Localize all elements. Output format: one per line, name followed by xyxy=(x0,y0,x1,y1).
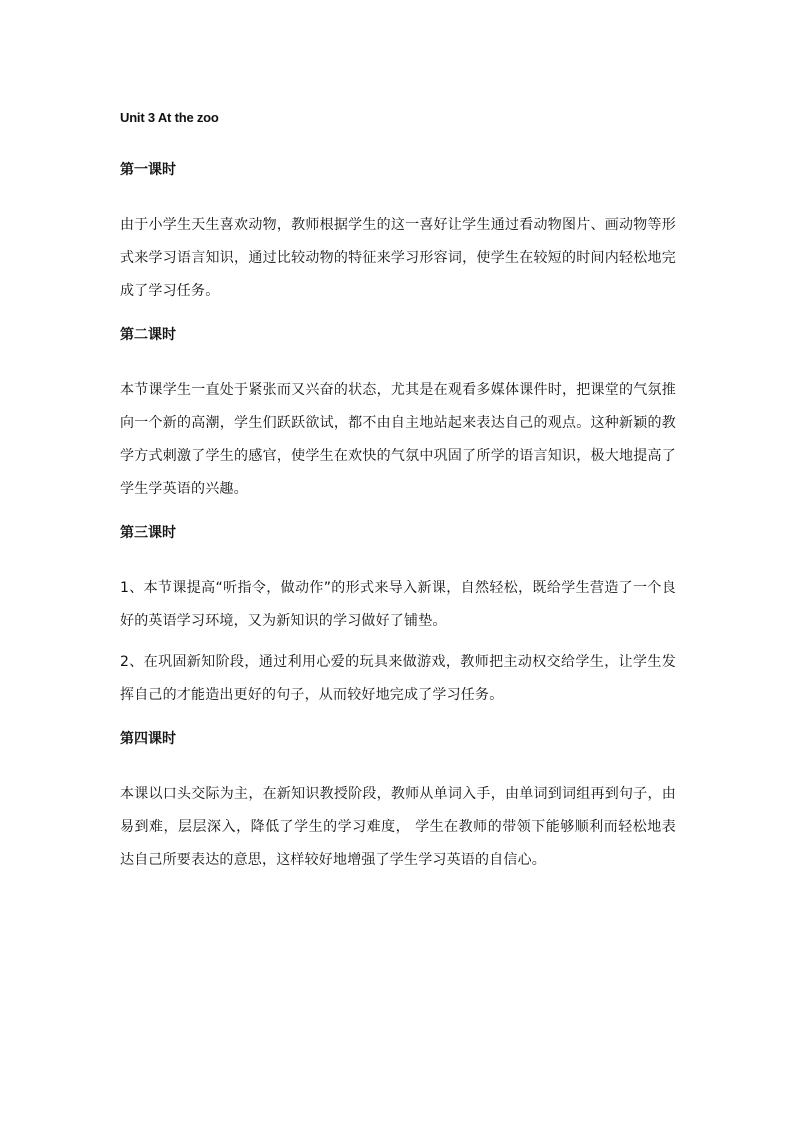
section-lesson-4 xyxy=(120,729,676,877)
section-lesson-3 xyxy=(120,523,676,712)
document-title: Unit 3 At the zoo xyxy=(120,110,219,125)
section-lesson-1 xyxy=(120,160,676,308)
section-paragraph: 本节课学生一直处于紧张而又兴奋的状态，尤其是在观看多媒体课件时，把课堂的气氛推向一个新的高潮，学生们跃跃欲试，都不由自主地站起来表达自己的观点。这种新颖的教学方式刺激了学生的感官，使学生在欢快的气氛中巩固了所学的语言知识，极大地提高了学生学英语的兴趣。 xyxy=(120,382,676,497)
document-page xyxy=(120,108,676,894)
section-heading: 第二课时 xyxy=(120,327,176,343)
list-item-paragraph: 1、本节课提高“听指令，做动作”的形式来导入新课，自然轻松，既给学生营造了一个良好的英语学习环境，又为新知识的学习做好了铺垫。 xyxy=(120,580,676,629)
section-paragraph: 由于小学生天生喜欢动物，教师根据学生的这一喜好让学生通过看动物图片、画动物等形式来学习语言知识，通过比较动物的特征来学习形容词，使学生在较短的时间内轻松地完成了学习任务。 xyxy=(120,217,676,299)
section-heading: 第四课时 xyxy=(120,731,176,747)
section-lesson-2 xyxy=(120,325,676,506)
section-paragraph: 本课以口头交际为主，在新知识教授阶段，教师从单词入手，由单词到词组再到句子，由易到难，层层深入，降低了学生的学习难度， 学生在教师的带领下能够顺利而轻松地表达自己所要表达的意思，这样较好地增强了学生学习英语的自信心。 xyxy=(120,786,676,868)
section-heading: 第三课时 xyxy=(120,525,176,541)
list-item-paragraph: 2、在巩固新知阶段，通过利用心爱的玩具来做游戏，教师把主动权交给学生，让学生发挥自己的才能造出更好的句子，从而较好地完成了学习任务。 xyxy=(120,654,676,703)
section-heading: 第一课时 xyxy=(120,162,176,178)
